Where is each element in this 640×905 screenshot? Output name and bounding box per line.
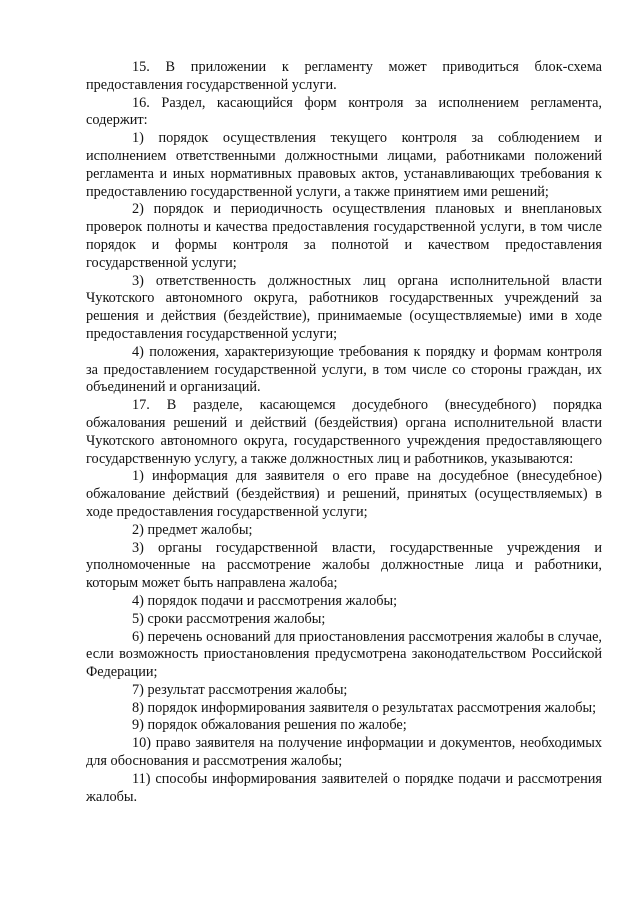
paragraph-17-item-7: 7) результат рассмотрения жалобы; xyxy=(132,681,348,698)
paragraph-16-item-4: 4) положения, характеризующие требования к порядку и формам контроля за предоставлением государственной услуги, в том числе со стороны граждан, их объединений и организаций. xyxy=(86,343,602,396)
paragraph-17-item-11: 11) способы информирования заявителей о порядке подачи и рассмотрения жалобы. xyxy=(86,770,602,805)
paragraph-17: 17. В разделе, касающемся досудебного (внесудебного) порядка обжалования решений и действий (бездействия) органа исполнительной власти Чукотского автономного округа, государственного учреждения предоставляющего государственную услугу, а также должностных лиц и работников, указываются: xyxy=(86,397,602,467)
paragraph-16-item-3: 3) ответственность должностных лиц органа исполнительной власти Чукотского автономного округа, работников государственных учреждений за решения и действия (бездействие), принимаемые (осуществляемые) ими в ходе предоставления государственной услуги; xyxy=(86,272,602,342)
paragraph-16-item-2: 2) порядок и периодичность осуществления плановых и внеплановых проверок полноты и качества предоставления государственной услуги, в том числе порядок и формы контроля за полнотой и качеством предоставления государственной услуги; xyxy=(86,201,602,271)
paragraph-15: 15. В приложении к регламенту может приводиться блок-схема предоставления государственной услуги. xyxy=(86,59,602,93)
paragraph-17-item-4: 4) порядок подачи и рассмотрения жалобы; xyxy=(132,592,398,609)
paragraph-17-item-3: 3) органы государственной власти, государственные учреждения и уполномоченные на рассмотрение жалобы должностные лица и работники, которым может быть направлена жалоба; xyxy=(86,539,602,592)
paragraph-17-item-10: 10) право заявителя на получение информации и документов, необходимых для обоснования и рассмотрения жалобы; xyxy=(86,735,602,770)
paragraph-17-item-6: 6) перечень оснований для приостановления рассмотрения жалобы в случае, если возможность приостановления предусмотрена законодательством Российской Федерации; xyxy=(86,628,602,681)
paragraph-17-item-5: 5) сроки рассмотрения жалобы; xyxy=(132,610,326,627)
paragraph-17-item-1: 1) информация для заявителя о его праве на досудебное (внесудебное) обжалование действий (бездействия) и решений, принятых (осуществляемых) в ходе предоставления государственной услуги; xyxy=(86,468,602,520)
paragraph-16-item-1: 1) порядок осуществления текущего контроля за соблюдением и исполнением ответственными должностными лицами, работниками положений регламента и иных нормативных правовых актов, устанавливающих требования к предоставлению государственной услуги, а также принятием ими решений; xyxy=(86,130,602,200)
paragraph-16: 16. Раздел, касающийся форм контроля за исполнением регламента, содержит: xyxy=(86,94,602,129)
paragraph-17-item-9: 9) порядок обжалования решения по жалобе; xyxy=(132,717,407,734)
paragraph-17-item-8: 8) порядок информирования заявителя о результатах рассмотрения жалобы; xyxy=(132,699,597,716)
paragraph-17-item-2: 2) предмет жалобы; xyxy=(132,521,253,538)
